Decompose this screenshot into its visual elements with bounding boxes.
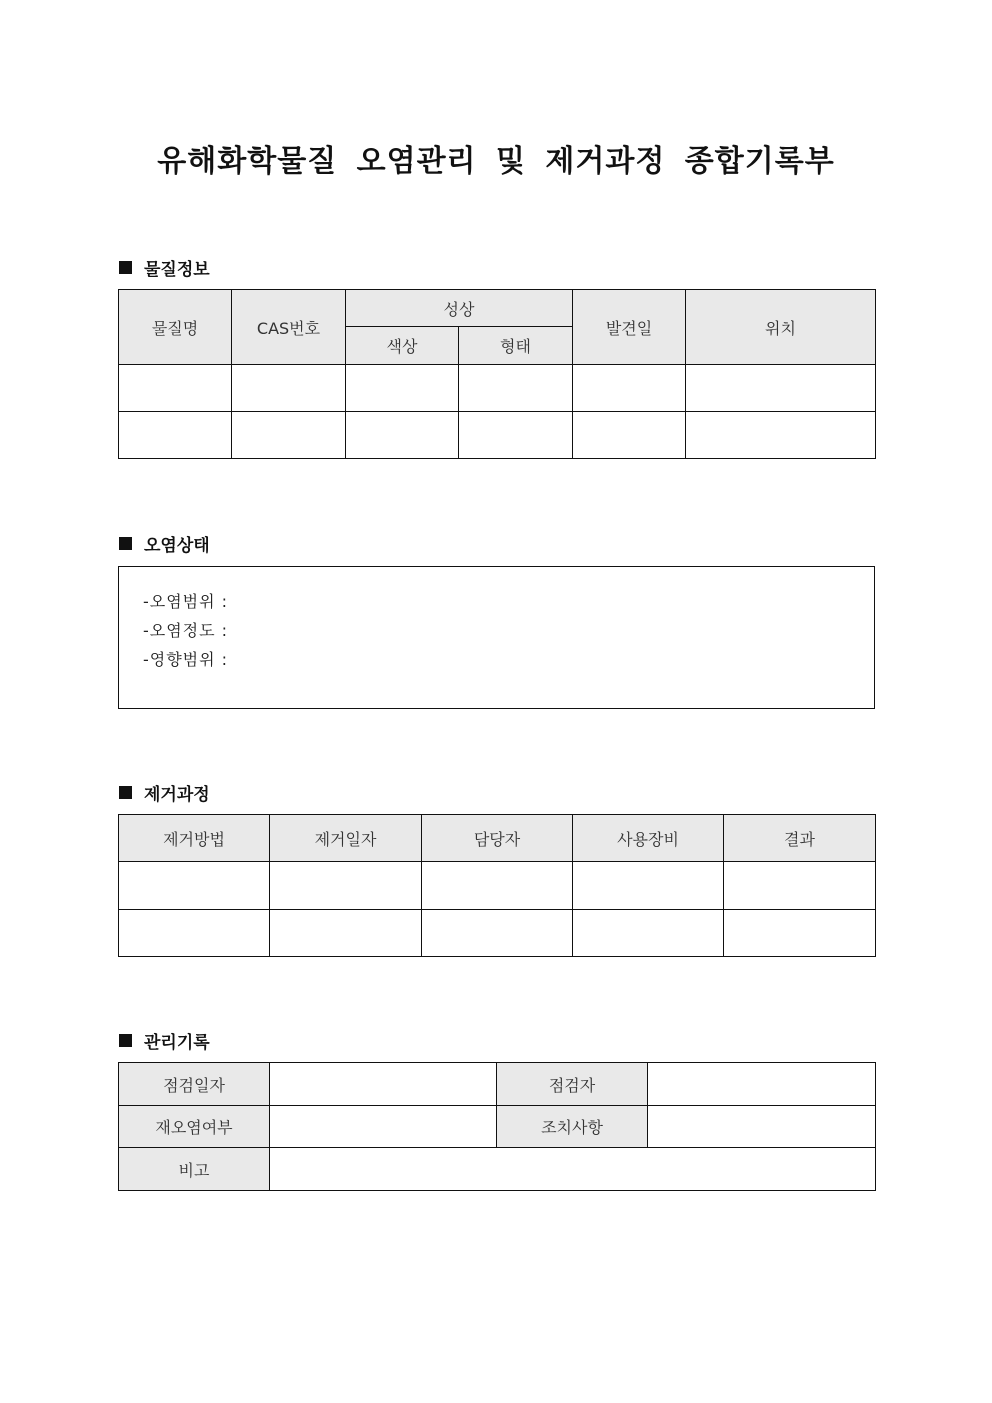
- header-found-date: 발견일: [573, 290, 686, 365]
- cell-person-in-charge[interactable]: [422, 862, 573, 910]
- cell-removal-method[interactable]: [119, 862, 270, 910]
- cell-equipment[interactable]: [573, 862, 724, 910]
- value-action[interactable]: [648, 1106, 876, 1148]
- table-row: [119, 910, 876, 957]
- value-inspector[interactable]: [648, 1063, 876, 1106]
- value-inspect-date[interactable]: [270, 1063, 497, 1106]
- cell-color[interactable]: [346, 412, 459, 459]
- section-title: 물질정보: [144, 260, 210, 280]
- header-result: 결과: [724, 815, 876, 862]
- header-color: 색상: [346, 327, 459, 365]
- header-form: 형태: [459, 327, 573, 365]
- label-inspector: 점검자: [497, 1063, 648, 1106]
- cell-found-date[interactable]: [573, 412, 686, 459]
- material-info-table: [118, 289, 876, 459]
- removal-process-table: [118, 814, 876, 957]
- cell-material-name[interactable]: [119, 365, 232, 412]
- cell-form[interactable]: [459, 412, 573, 459]
- section-heading-management: [119, 1028, 210, 1053]
- header-removal-date: 제거일자: [270, 815, 422, 862]
- cell-result[interactable]: [724, 862, 876, 910]
- label-inspect-date: 점검일자: [119, 1063, 270, 1106]
- section-heading-removal: [119, 780, 210, 805]
- cell-cas-number[interactable]: [232, 412, 346, 459]
- header-location: 위치: [686, 290, 876, 365]
- cell-location[interactable]: [686, 412, 876, 459]
- cell-result[interactable]: [724, 910, 876, 957]
- section-heading-material: [119, 255, 210, 280]
- square-bullet-icon: [119, 786, 132, 799]
- cell-removal-date[interactable]: [270, 862, 422, 910]
- cell-found-date[interactable]: [573, 365, 686, 412]
- cell-removal-method[interactable]: [119, 910, 270, 957]
- section-heading-contamination: [119, 531, 210, 556]
- document-title: 유해화학물질 오염관리 및 제거과정 종합기록부: [157, 144, 835, 179]
- header-cas-number: CAS번호: [232, 290, 346, 365]
- square-bullet-icon: [119, 1034, 132, 1047]
- cell-cas-number[interactable]: [232, 365, 346, 412]
- header-person-in-charge: 담당자: [422, 815, 573, 862]
- table-row: [119, 412, 876, 459]
- cell-equipment[interactable]: [573, 910, 724, 957]
- square-bullet-icon: [119, 537, 132, 550]
- cell-form[interactable]: [459, 365, 573, 412]
- label-action: 조치사항: [497, 1106, 648, 1148]
- header-property: 성상: [346, 290, 573, 327]
- label-recontamination: 재오염여부: [119, 1106, 270, 1148]
- table-row: [119, 365, 876, 412]
- section-title: 관리기록: [144, 1033, 210, 1053]
- impact-range-line: -영향범위 :: [143, 650, 229, 669]
- square-bullet-icon: [119, 261, 132, 274]
- value-recontamination[interactable]: [270, 1106, 497, 1148]
- cell-color[interactable]: [346, 365, 459, 412]
- contamination-range-line: -오염범위 :: [143, 592, 229, 611]
- table-row: [119, 862, 876, 910]
- cell-material-name[interactable]: [119, 412, 232, 459]
- cell-person-in-charge[interactable]: [422, 910, 573, 957]
- header-removal-method: 제거방법: [119, 815, 270, 862]
- contamination-status-box[interactable]: [118, 566, 875, 709]
- contamination-degree-line: -오염정도 :: [143, 621, 229, 640]
- cell-location[interactable]: [686, 365, 876, 412]
- label-remarks: 비고: [119, 1148, 270, 1191]
- header-equipment: 사용장비: [573, 815, 724, 862]
- cell-removal-date[interactable]: [270, 910, 422, 957]
- section-title: 제거과정: [144, 785, 210, 805]
- management-record-table: [118, 1062, 876, 1191]
- value-remarks[interactable]: [270, 1148, 876, 1191]
- section-title: 오염상태: [144, 536, 210, 556]
- header-material-name: 물질명: [119, 290, 232, 365]
